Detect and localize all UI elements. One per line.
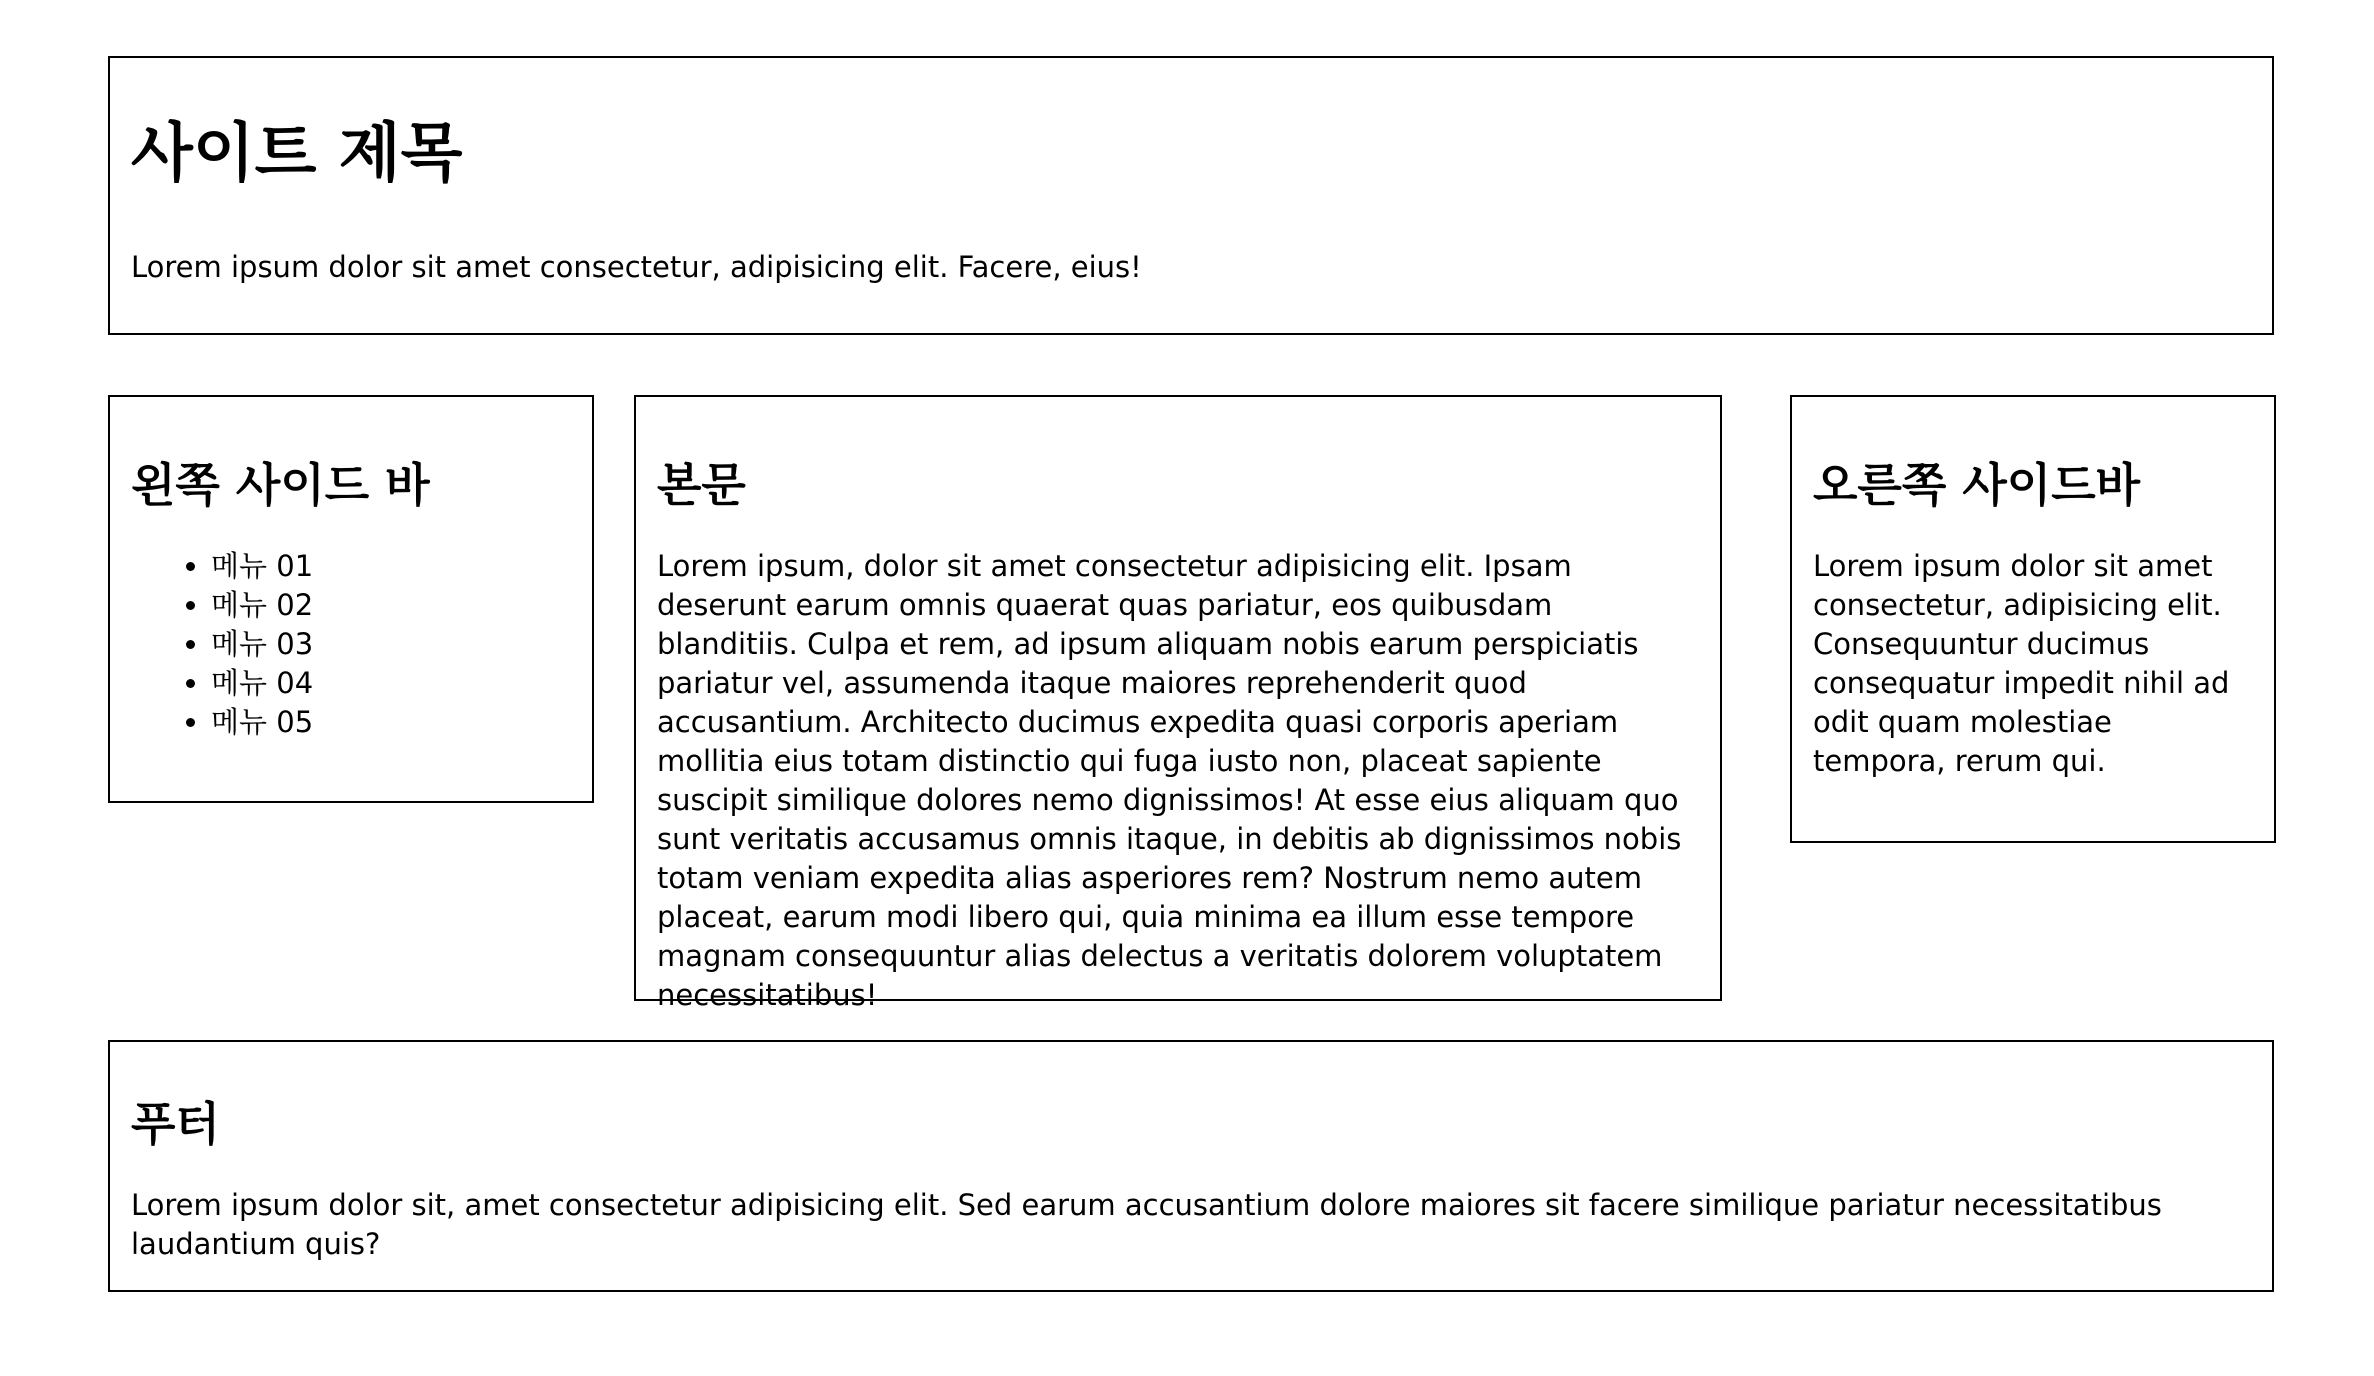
menu-item: • 메뉴 04 (211, 664, 571, 703)
menu-list (131, 547, 571, 742)
left-sidebar (108, 395, 594, 803)
site-description: Lorem ipsum dolor sit amet consectetur, adipisicing elit. Facere, eius! (131, 250, 1142, 284)
menu-item: • 메뉴 03 (211, 625, 571, 664)
right-sidebar-text: Lorem ipsum dolor sit amet consectetur, adipisicing elit. Consequuntur ducimus consequatur impedit nihil ad odit quam molestiae tempora, rerum qui. (1813, 549, 2230, 778)
menu-item: • 메뉴 05 (211, 703, 571, 742)
main-title: 본문 (657, 458, 746, 512)
menu-item: • 메뉴 02 (211, 586, 571, 625)
site-header (108, 56, 2274, 335)
left-sidebar-title: 왼쪽 사이드 바 (131, 458, 430, 512)
site-title: 사이트 제목 (131, 117, 463, 191)
footer-text: Lorem ipsum dolor sit, amet consectetur adipisicing elit. Sed earum accusantium dolore maiores sit facere similique pariatur necessitatibus laudantium quis? (131, 1188, 2162, 1261)
footer-title: 푸터 (131, 1097, 220, 1151)
main-body-text: Lorem ipsum, dolor sit amet consectetur adipisicing elit. Ipsam deserunt earum omnis quaerat quas pariatur, eos quibusdam blanditiis. Culpa et rem, ad ipsum aliquam nobis earum perspiciatis pariatur vel, assumenda itaque maiores reprehenderit quod accusantium. Architecto ducimus expedita quasi corporis aperiam mollitia eius totam distinctio qui fuga iusto non, placeat sapiente suscipit similique dolores nemo dignissimos! At esse eius aliquam quo sunt veritatis accusamus omnis itaque, in debitis ab dignissimos nobis totam veniam expedita alias asperiores rem? Nostrum nemo autem placeat, earum modi libero qui, quia minima ea illum esse tempore magnam consequuntur alias delectus a veritatis dolorem voluptatem necessitatibus! (657, 549, 1682, 1012)
right-sidebar-title: 오른쪽 사이드바 (1813, 458, 2141, 512)
site-footer (108, 1040, 2274, 1292)
main-content (634, 395, 1722, 1012)
menu-item: • 메뉴 01 (211, 547, 571, 586)
right-sidebar (1790, 395, 2276, 843)
